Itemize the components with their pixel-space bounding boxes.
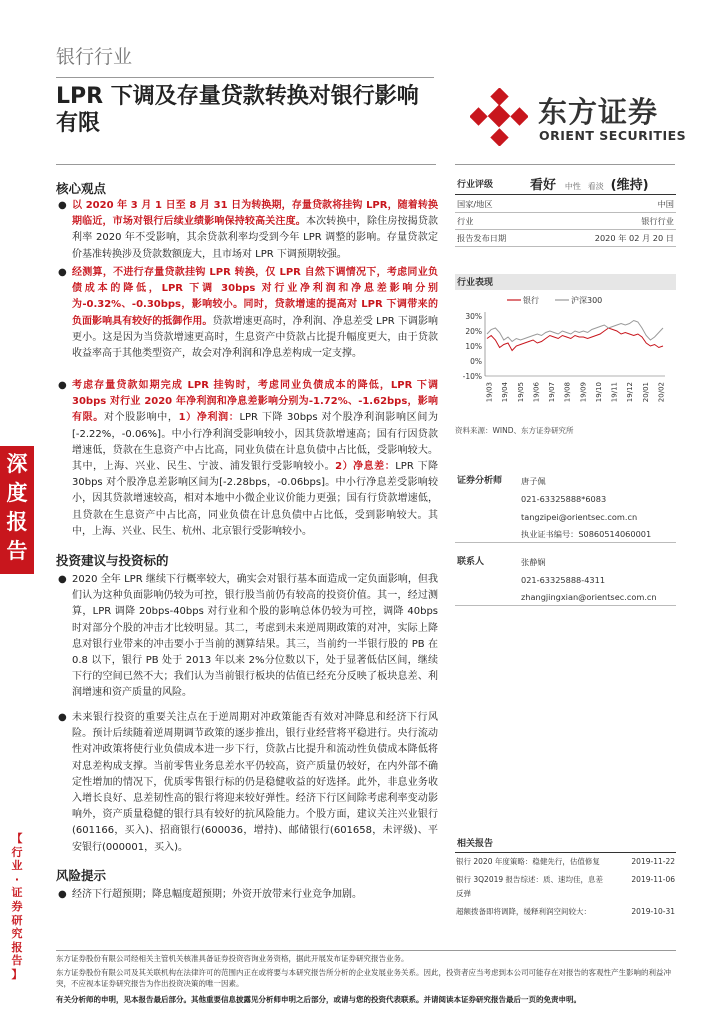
core-point-3-label-profit: 1）净利润： [178,412,240,424]
y-tick-label: 10% [465,342,482,351]
rating-row-key: 行业 [457,216,474,226]
header-bottom-rule-right [455,164,675,165]
report-title-line-2: 有限 [56,111,101,136]
chart-source: 资料来源：WIND、东方证券研究所 [455,426,574,435]
legend-label-bank: 银行 [523,296,539,305]
analyst-phone: 021-63325888*6083 [521,494,607,504]
core-point-1-bold: 以 2020 年 3 月 1 日至 8 月 31 日为转换期，存量贷款将挂钩 LPR，随着转换期临近，市场对银行后续业绩影响保持较高关注度。 [72,200,438,228]
side-series-char: 究 [11,927,23,941]
invest-point-1: 2020 全年 LPR 继续下行概率较大，确实会对银行基本面造成一定负面影响，但我们认为这种负面影响仍较为可控，银行股当前仍有较高的投资价值。其一，经过测算，LPR 调降 20bps-40bps 对行业和个股的影响总体仍较为可控，调降 40bps 时对部分个股的冲击才比较明显。其二，考虑到未来逆周期政策的对冲，实际上降息对银行业带来的冲击要小于当前的测算结果。其三，当前约一半银行股的 PB 在 0.8 以下，银行 PB 处于 2013 年以来 2%分位数以下，处于显著低估区间，继续下行的空间已然不大；我们认为当前银行板块的估值已经充分反映了板块息差、利润增速和资产质量的风险。 [72,574,438,699]
analyst-label: 证券分析师 [457,476,503,486]
side-char: 深 [6,452,28,476]
rating-row-value: 中国 [657,199,674,209]
industry-label: 银行行业 [56,46,133,68]
core-point-3-label-nim: 2）净息差： [335,461,396,473]
rating-kandan: 看淡 [587,182,604,191]
related-item-title[interactable]: 银行 3Q2019 报告综述：质、速均佳，息差 [456,875,604,884]
core-point-3 [72,378,438,546]
invest-point-2: 未来银行投资的重要关注点在于逆周期对冲政策能否有效对冲降息和经济下行风险。预计后续随着逆周期调节政策的逐步推出，银行业经营将平稳进行。央行流动性对冲政策将使行业负债成本进一步下行，贷款占比提升和流动性负债成本降低将对息差构成支撑。当前零售业务息差水平仍较高，资产质量仍较好，在内外部不确定性增加的情况下，优质零售银行标的仍是稳健收益的好选择。此外，非息业务收入增长良好、息差韧性高的银行将迎来较好弹性。经济下行区间除考虑利率变动影响外，资产质量稳健的银行具有较好的抗风险能力。个股方面，建议关注兴业银行(601166，买入)、招商银行(600036，增持)、邮储银行(601658，未评级)、平安银行(000001，买入)。 [72,712,438,853]
contact-name: 张静娴 [521,557,546,567]
core-point-3-bold: 考虑存量贷款如期完成 LPR 挂钩时，考虑同业负债成本的降低，LPR 下调 30bps 对行业 2020 年净利润和净息差影响分别为-1.72%、-1.62bps，影响有限。 [72,380,438,424]
perf-heading: 行业表现 [457,278,494,288]
core-point-3-text-e: LPR 下降 30bps 对个股净息差影响区间为[-2.28bps，-0.06bps]。中小行净息差受影响较小，因其贷款增速较高，相对本地中小微企业议价能力更强；国有行贷款增速低，且贷款在生息资产中占比高，同业负债在计息负债中占比低，受到影响较大。其中，上海、兴业、民生、杭州、北京银行受影响较小。 [72,461,438,537]
report-title-line-1: LPR 下调及存量贷款转换对银行影响 [56,84,419,109]
side-char: 报 [6,510,28,534]
y-tick-label: -10% [462,372,482,381]
x-tick-label: 19/12 [626,382,635,403]
x-tick-label: 19/07 [548,382,557,403]
rating-hold: (维持) [610,178,649,193]
report-title [56,83,419,137]
side-series-char: 告 [11,954,23,968]
company-logo [470,88,700,148]
core-point-2-bold: 经测算，不进行存量贷款挂钩 LPR 转换，仅 LPR 自然下调情况下，考虑同业负债成本的降低，LPR 下调 30bps 对行业净利润和净息差影响分别为-0.32%、-0.30bps，影响较小。同时，贷款增速的提高对 LPR 下调带来的负面影响具有较好的抵御作用。 [72,267,438,327]
core-point-1 [72,198,438,262]
side-series-char: 研 [11,913,23,927]
side-series-char: 【 [11,832,23,845]
rating-row-value: 2020 年 02 月 20 日 [594,233,674,243]
bullet-icon: ● [58,380,67,391]
rating-kanhao: 看好 [530,178,557,193]
x-tick-label: 19/05 [516,382,525,403]
x-tick-label: 20/01 [641,382,650,403]
core-point-3-text-c: LPR 下降 30bps 对个股净利润影响区间为[-2.22%，-0.06%]。中小行净利润受影响较小，因其贷款增速高；国有行因贷款增速低，贷款在生息资产中占比高，同业负债在计息负债中占比低，受影响较大。其中，上海、兴业、民生、宁波、浦发银行受影响较小。 [72,412,438,473]
logo-chinese-name: 东方证券 [538,95,659,129]
logo-english-name: ORIENT SECURITIES [539,128,687,143]
rating-value [530,174,676,193]
bullet-icon: ● [58,712,67,723]
bullet-icon: ● [58,889,67,900]
rating-row-divider [455,229,676,230]
contact-label: 联系人 [457,557,485,567]
x-tick-label: 19/03 [485,382,494,403]
footer-rule [56,950,676,951]
x-tick-label: 19/08 [563,382,572,403]
related-item-title[interactable]: 超额拨备即将调降，缓释利润空间较大： [456,907,591,916]
legend-label-hs300: 沪深300 [571,296,603,305]
related-divider [455,852,676,853]
footer-line-1: 东方证券股份有限公司经相关主管机关核准具备证券投资咨询业务资格，据此开展发布证券研究报告业务。 [56,954,409,963]
series-line-hs300 [487,321,663,342]
side-series-char: 行 [11,845,23,859]
x-tick-label: 19/06 [532,382,541,403]
bullet-icon: ● [58,267,67,278]
footer-line-2: 东方证券股份有限公司及其关联机构在法律许可的范围内正在或将要与本研究报告所分析的企业发展业务关系。因此，投资者应当考虑到本公司可能存在对报告的客观性产生影响的利益冲突，不应视本证券研究报告为作出投资决策的唯一因素。 [56,968,671,988]
rating-row-key: 国家/地区 [457,199,493,209]
invest-heading: 投资建议与投资标的 [56,553,169,568]
industry-performance-chart [455,292,676,412]
side-series-char: 报 [11,940,23,954]
side-series-char: 券 [11,899,23,913]
related-item-date: 2019-11-22 [631,857,675,866]
core-heading: 核心观点 [56,181,107,196]
y-tick-label: 0% [470,357,482,366]
x-tick-label: 19/11 [610,382,619,403]
bullet-icon: ● [58,574,67,585]
related-heading: 相关报告 [457,839,494,849]
y-tick-label: 20% [465,327,482,336]
risk-point-1: 经济下行超预期；降息幅度超预期；外资开放带来行业竞争加剧。 [72,889,362,900]
side-series-label [8,832,26,982]
rating-row-key: 报告发布日期 [457,233,507,243]
analyst-name: 唐子佩 [521,476,546,486]
rating-zhongxing: 中性 [564,182,581,191]
rating-divider [455,194,676,195]
analyst-divider [455,542,676,543]
core-point-2 [72,265,438,377]
orient-logo-mark-icon [470,88,528,146]
y-tick-label: 30% [465,312,482,321]
header-bottom-rule [56,164,436,165]
contact-phone: 021-63325888-4311 [521,575,606,585]
contact-email[interactable]: zhangjingxian@orientsec.com.cn [521,592,657,602]
rating-row-divider [455,212,676,213]
rating-row-value: 银行行业 [641,216,674,226]
side-series-char: 证 [11,886,23,900]
x-tick-label: 19/09 [579,382,588,403]
risk-heading: 风险提示 [56,868,107,883]
core-point-3-text-a: 对个股影响中， [103,412,179,424]
core-point-2-text: 贷款增速更高时，净利润、净息差受 LPR 下调影响更小。这是因为当贷款增速更高时，生息资产中贷款占比提升幅度更大，由于贷款收益率高于其他类型资产，故会对净利润和净息差构成一定支撑。 [72,315,438,360]
related-item-title[interactable]: 银行 2020 年度策略：稳健先行，估值修复 [456,857,600,866]
rating-row-divider [455,246,676,247]
side-char: 度 [6,481,28,505]
analyst-cert: 执业证书编号：S0860514060001 [521,529,652,539]
x-tick-label: 19/10 [594,382,603,403]
related-item-date: 2019-11-06 [631,875,675,884]
side-report-type-text [4,450,30,566]
x-tick-label: 19/04 [501,382,510,403]
contact-divider [455,605,676,606]
side-series-char: 】 [11,967,23,981]
side-char: 告 [6,539,28,563]
side-series-char: · [14,872,20,886]
analyst-email[interactable]: tangzipei@orientsec.com.cn [521,512,638,522]
x-tick-label: 20/02 [657,382,666,403]
bullet-icon: ● [58,200,67,211]
rating-label: 行业评级 [457,180,494,190]
related-item-date: 2019-10-31 [631,907,675,916]
footer-line-3: 有关分析师的申明，见本报告最后部分。其他重要信息披露见分析师申明之后部分，或请与您的投资代表联系。并请阅读本证券研究报告最后一页的免责申明。 [56,995,581,1004]
core-point-1-text: 本次转换中，除住房按揭贷款利率 2020 年不受影响，其余贷款利率均受到今年 LPR 调整的影响。存量贷款定价基准转换涉及贷款数额庞大，且市场对 LPR 下调预期较强。 [72,216,439,260]
header-rule [56,77,434,78]
side-series-char: 业 [11,859,23,873]
related-item-title[interactable]: 反弹 [456,889,471,898]
